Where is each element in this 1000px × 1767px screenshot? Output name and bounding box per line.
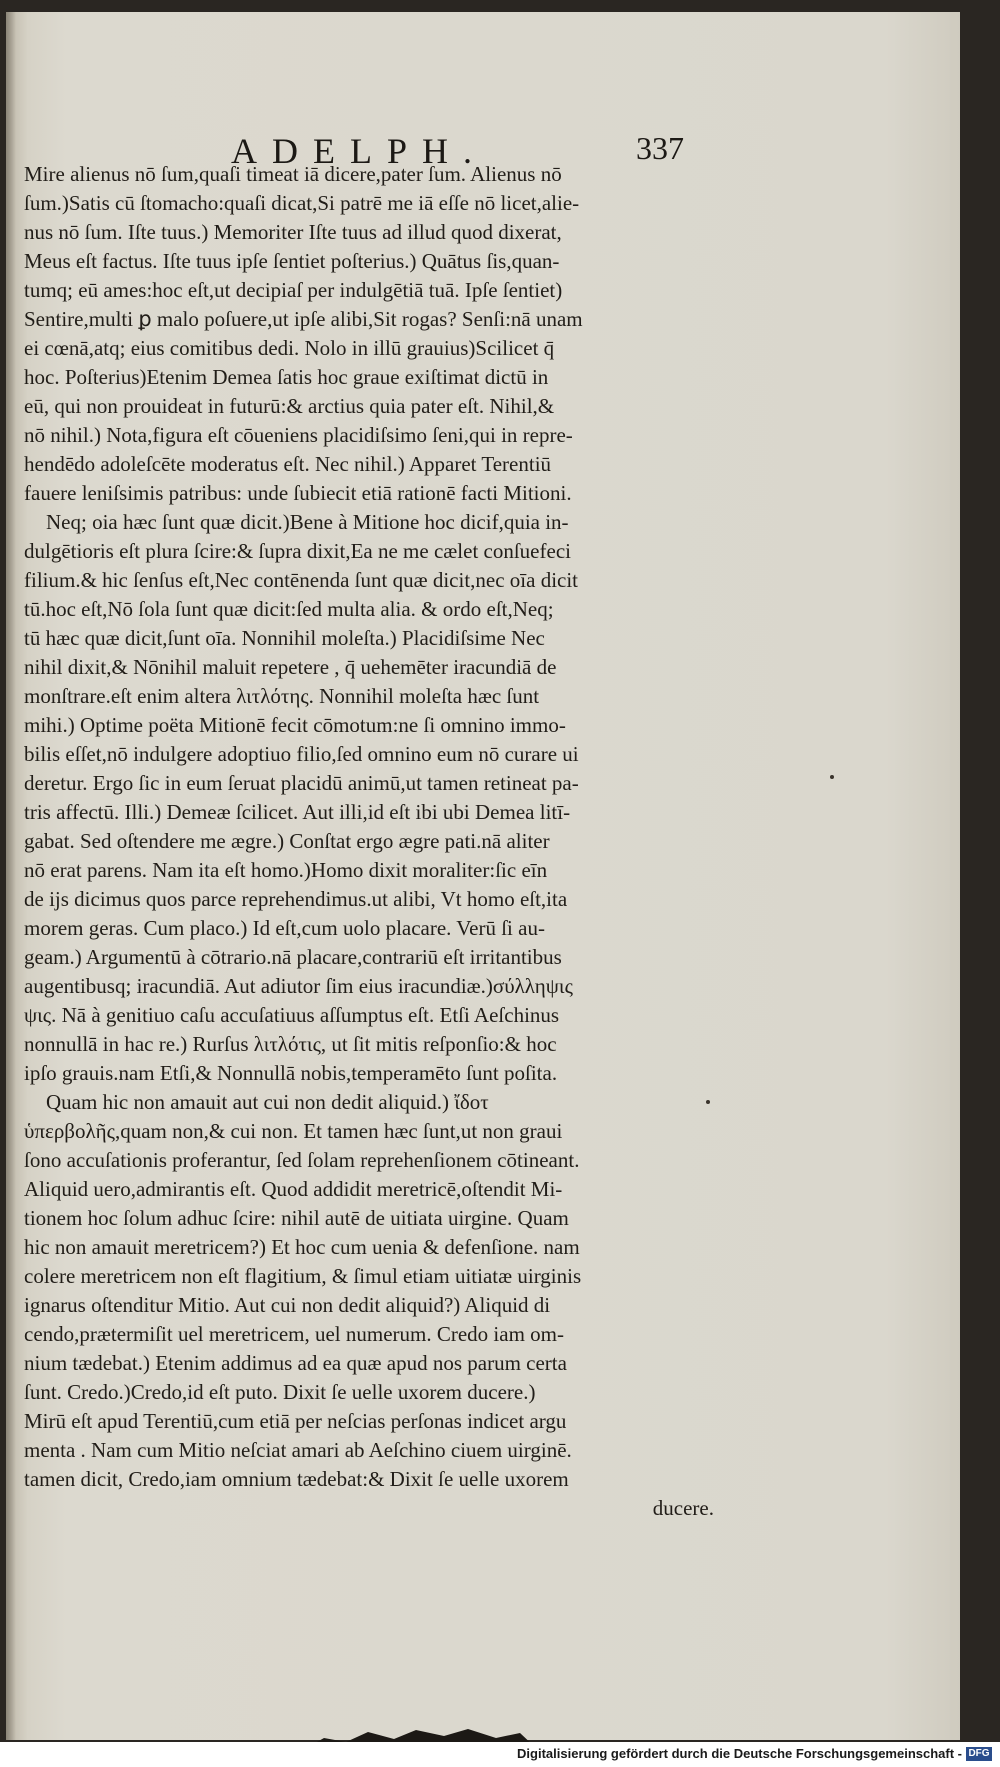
text-line: de ijs dicimus quos parce reprehendimus.ut alibi, Vt homo eſt,ita <box>24 887 568 911</box>
text-line: dulgētioris eſt plura ſcire:& ſupra dixit,Ea ne me cælet conſuefeci <box>24 539 571 563</box>
text-line: Meus eſt factus. Iſte tuus ipſe ſentiet poſterius.) Quātus ſis,quan- <box>24 249 560 273</box>
text-line: ignarus oſtenditur Mitio. Aut cui non dedit aliquid?) Aliquid di <box>24 1293 551 1317</box>
text-line: Quam hic non amauit aut cui non dedit aliquid.) ἴδοτ <box>46 1090 489 1114</box>
text-line: ei cœnā,atq; eius comitibus dedi. Nolo in illū grauius)Scilicet q̄ <box>24 336 555 360</box>
text-line: Mire alienus nō ſum,quaſi timeat iā dicere,pater ſum. Alienus nō <box>24 162 562 186</box>
book-page <box>6 12 960 1740</box>
text-line: monſtrare.eſt enim altera λιτλότης. Nonnihil moleſta hæc ſunt <box>24 684 540 708</box>
text-line: mihi.) Optime poëta Mitionē fecit cōmotum:ne ſi omnino immo- <box>24 713 566 737</box>
text-line: fauere leniſsimis patribus: unde ſubiecit etiā rationē facti Mitioni. <box>24 481 572 505</box>
running-head-title: ADELPH. <box>231 131 487 171</box>
text-line: tamen dicit, Credo,iam omnium tædebat:& Dixit ſe uelle uxorem <box>24 1467 569 1491</box>
text-line: hendēdo adoleſcēte moderatus eſt. Nec nihil.) Apparet Terentiū <box>24 452 552 476</box>
text-line: ὑπερβολῆς,quam non,& cui non. Et tamen hæc ſunt,ut non graui <box>24 1119 563 1143</box>
text-line: Neq; oia hæc ſunt quæ dicit.)Bene à Mitione hoc dicif,quia in- <box>46 510 569 534</box>
text-line: deretur. Ergo ſic in eum ſeruat placidū animū,ut tamen retineat pa- <box>24 771 579 795</box>
text-line: tumq; eū ames:hoc eſt,ut decipiaſ per indulgētiā tuā. Ipſe ſentiet) <box>24 278 563 302</box>
text-line: nō nihil.) Nota,figura eſt cōueniens placidiſsimo ſeni,qui in repre- <box>24 423 573 447</box>
text-line: tū hæc quæ dicit,ſunt oīa. Nonnihil moleſta.) Placidiſsime Nec <box>24 626 545 650</box>
text-line: ſum.)Satis cū ſtomacho:quaſi dicat,Si patrē me iā eſſe nō licet,alie- <box>24 191 580 215</box>
ink-speck <box>830 775 834 779</box>
text-line: ipſo grauis.nam Etſi,& Nonnullā nobis,temperamēto ſunt poſita. <box>24 1061 558 1085</box>
text-line: gabat. Sed oſtendere me ægre.) Conſtat ergo ægre pati.nā aliter <box>24 829 550 853</box>
text-line: colere meretricem non eſt flagitium, & ſimul etiam uitiatæ uirginis <box>24 1264 582 1288</box>
text-line: tris affectū. Illi.) Demeæ ſcilicet. Aut illi,id eſt ibi ubi Demea litī- <box>24 800 571 824</box>
dfg-logo-icon: DFG <box>966 1747 992 1761</box>
text-line: Aliquid uero,admirantis eſt. Quod addidit meretricē,oſtendit Mi- <box>24 1177 563 1201</box>
text-line: nō erat parens. Nam ita eſt homo.)Homo dixit moraliter:ſic eīn <box>24 858 548 882</box>
text-line: menta . Nam cum Mitio neſciat amari ab Aeſchino ciuem uirginē. <box>24 1438 572 1462</box>
text-line: ψις. Nā à genitiuo caſu accuſatiuus aſſumptus eſt. Etſi Aeſchinus <box>24 1003 560 1027</box>
text-line: geam.) Argumentū à cōtrario.nā placare,contrariū eſt irritantibus <box>24 945 562 969</box>
funding-credit: Digitalisierung gefördert durch die Deutsche Forschungsgemeinschaft - <box>517 1746 962 1761</box>
digitization-footer <box>0 1742 1000 1767</box>
text-line: eū, qui non prouideat in futurū:& arctius quia pater eſt. Nihil,& <box>24 394 555 418</box>
text-line: morem geras. Cum placo.) Id eſt,cum uolo placare. Verū ſi au- <box>24 916 545 940</box>
text-line: augentibusq; iracundiā. Aut adiutor ſim eius iracundiæ.)σύλληψις <box>24 974 573 998</box>
page-number: 337 <box>636 130 684 166</box>
text-line: hic non amauit meretricem?) Et hoc cum uenia & defenſione. nam <box>24 1235 580 1259</box>
text-line: filium.& hic ſenſus eſt,Nec contēnenda ſunt quæ dicit,nec oīa dicit <box>24 568 579 592</box>
text-line: tū.hoc eſt,Nō ſola ſunt quæ dicit:ſed multa alia. & ordo eſt,Neq; <box>24 597 554 621</box>
text-line: ſono accuſationis proferantur, ſed ſolam reprehenſionem cōtineant. <box>24 1148 580 1172</box>
text-line: nonnullā in hac re.) Rurſus λιτλότις, ut ſit mitis reſponſio:& hoc <box>24 1032 557 1056</box>
text-line: ſunt. Credo.)Credo,id eſt puto. Dixit ſe uelle uxorem ducere.) <box>24 1380 536 1404</box>
commentary-text-block <box>24 160 714 1523</box>
text-line: bilis eſſet,nō indulgere adoptiuo filio,ſed omnino eum nō curare ui <box>24 742 579 766</box>
text-line: Sentire,multi ꝑ malo poſuere,ut ipſe alibi,Sit rogas? Senſi:nā unam <box>24 307 583 331</box>
text-line: Mirū eſt apud Terentiū,cum etiā per neſcias perſonas indicet argu <box>24 1409 567 1433</box>
text-line: nihil dixit,& Nōnihil maluit repetere , q̄ uehemēter iracundiā de <box>24 655 557 679</box>
ink-speck <box>706 1100 710 1104</box>
text-line: nus nō ſum. Iſte tuus.) Memoriter Iſte tuus ad illud quod dixerat, <box>24 220 562 244</box>
text-line: tionem hoc ſolum adhuc ſcire: nihil autē de uitiata uirgine. Quam <box>24 1206 569 1230</box>
page-gutter-shadow <box>6 12 16 1740</box>
text-line: cendo,prætermiſit uel meretricem, uel numerum. Credo iam om- <box>24 1322 565 1346</box>
text-line: nium tædebat.) Etenim addimus ad ea quæ apud nos parum certa <box>24 1351 567 1375</box>
text-line: ducere. <box>652 1496 714 1520</box>
text-line: hoc. Poſterius)Etenim Demea ſatis hoc graue exiſtimat dictū in <box>24 365 549 389</box>
